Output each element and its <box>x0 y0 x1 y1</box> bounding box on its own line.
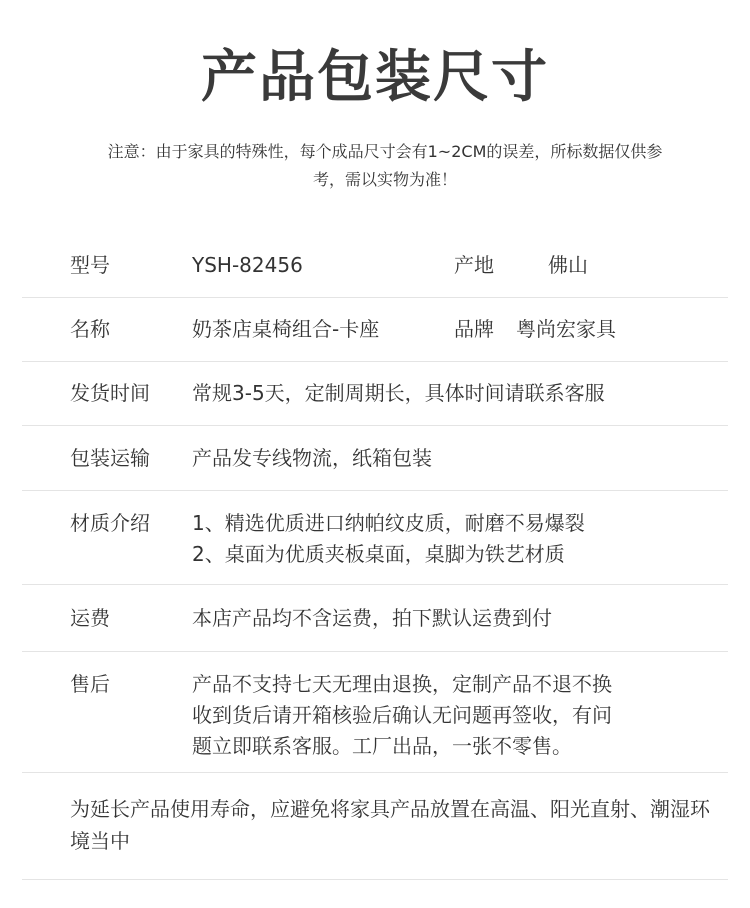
spec-row-material <box>22 491 728 585</box>
after-sales-line: 收到货后请开箱核验后确认无问题再签收，有问 <box>192 703 612 727</box>
freight-label: 运费 <box>70 606 110 630</box>
spec-table <box>22 232 728 880</box>
after-sales-label: 售后 <box>70 672 110 696</box>
material-line: 1、精选优质进口纳帕纹皮质，耐磨不易爆裂 <box>192 511 585 535</box>
spec-row-model <box>22 232 728 298</box>
after-sales-line: 题立即联系客服。工厂出品，一张不零售。 <box>192 734 572 758</box>
name-label: 名称 <box>70 317 110 341</box>
origin-label: 产地 <box>454 253 494 277</box>
after-sales-line: 产品不支持七天无理由退换，定制产品不退不换 <box>192 672 612 696</box>
material-line: 2、桌面为优质夹板桌面，桌脚为铁艺材质 <box>192 542 565 566</box>
spec-row-pack <box>22 426 728 491</box>
name-value: 奶茶店桌椅组合-卡座 <box>192 317 380 341</box>
brand-label: 品牌 <box>454 317 494 341</box>
material-value <box>192 508 585 570</box>
care-note: 为延长产品使用寿命，应避免将家具产品放置在高温、阳光直射、潮湿环境当中 <box>70 797 710 853</box>
ship-value: 常规3-5天，定制周期长，具体时间请联系客服 <box>192 381 605 405</box>
spec-row-after-sales <box>22 652 728 773</box>
after-sales-value <box>192 669 612 762</box>
page-title: 产品包装尺寸 <box>201 45 549 110</box>
origin-value: 佛山 <box>548 253 588 277</box>
pack-value: 产品发专线物流，纸箱包装 <box>192 446 432 470</box>
spec-row-ship <box>22 362 728 426</box>
pack-label: 包装运输 <box>70 446 150 470</box>
ship-label: 发货时间 <box>70 381 150 405</box>
care-note-row <box>22 773 728 880</box>
model-label: 型号 <box>70 253 110 277</box>
freight-value: 本店产品均不含运费，拍下默认运费到付 <box>192 606 552 630</box>
model-value: YSH-82456 <box>192 253 303 277</box>
notice-text: 注意：由于家具的特殊性，每个成品尺寸会有1~2CM的误差，所标数据仅供参考，需以实物为准！ <box>107 142 663 189</box>
brand-value: 粤尚宏家具 <box>516 317 616 341</box>
material-label: 材质介绍 <box>70 511 150 535</box>
spec-row-name <box>22 298 728 362</box>
spec-row-freight <box>22 585 728 652</box>
